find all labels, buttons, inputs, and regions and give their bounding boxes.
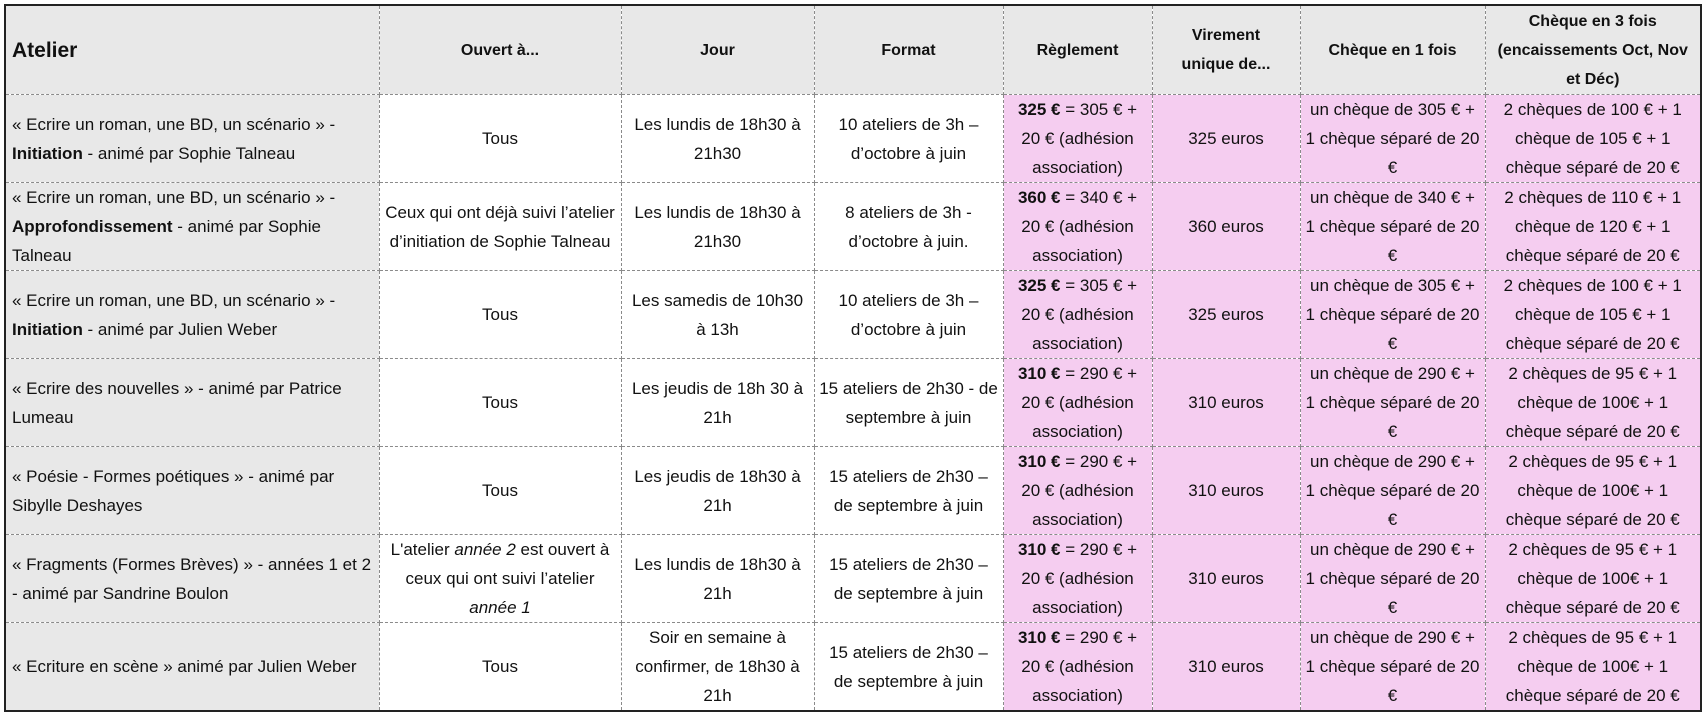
jour-cell: Les jeudis de 18h30 à 21h: [621, 447, 814, 535]
header-jour: Jour: [621, 5, 814, 95]
header-atelier: Atelier: [5, 5, 379, 95]
ouvert-cell: Tous: [379, 359, 621, 447]
header-ouvert: Ouvert à...: [379, 5, 621, 95]
atelier-level: Initiation: [12, 319, 83, 339]
reglement-cell: [1003, 623, 1152, 712]
header-virement: Virement unique de...: [1152, 5, 1300, 95]
table-row: [5, 183, 1701, 271]
ouvert-year: année 1: [469, 598, 531, 617]
reglement-detail: = 290 € + 20 € (adhésion association): [1021, 364, 1138, 441]
reglement-cell: [1003, 535, 1152, 623]
cheque-1-cell: un chèque de 305 € + 1 chèque séparé de 20 €: [1300, 271, 1485, 359]
cheque-1-cell: un chèque de 305 € + 1 chèque séparé de 20 €: [1300, 95, 1485, 183]
atelier-text: « Ecrire un roman, une BD, un scénario » -: [12, 114, 336, 134]
workshop-pricing-table: [4, 4, 1702, 712]
jour-cell: Soir en semaine à confirmer, de 18h30 à 21h: [621, 623, 814, 712]
reglement-total: 310 €: [1017, 540, 1061, 559]
reglement-detail: = 340 € + 20 € (adhésion association): [1021, 188, 1138, 265]
atelier-cell: « Fragments (Formes Brèves) » - années 1 et 2 - animé par Sandrine Boulon: [5, 535, 379, 623]
table-row: [5, 95, 1701, 183]
cheque-3-cell: 2 chèques de 95 € + 1 chèque de 100€ + 1 chèque séparé de 20 €: [1485, 535, 1701, 623]
format-cell: 15 ateliers de 2h30 – de septembre à juin: [814, 535, 1003, 623]
jour-cell: Les lundis de 18h30 à 21h: [621, 535, 814, 623]
reglement-total: 310 €: [1017, 452, 1061, 471]
cheque-3-cell: 2 chèques de 95 € + 1 chèque de 100€ + 1 chèque séparé de 20 €: [1485, 623, 1701, 712]
cheque-3-cell: 2 chèques de 95 € + 1 chèque de 100€ + 1 chèque séparé de 20 €: [1485, 447, 1701, 535]
atelier-cell: « Ecrire des nouvelles » - animé par Patrice Lumeau: [5, 359, 379, 447]
format-cell: 8 ateliers de 3h - d’octobre à juin.: [814, 183, 1003, 271]
atelier-cell: [5, 183, 379, 271]
reglement-cell: [1003, 359, 1152, 447]
atelier-cell: [5, 95, 379, 183]
reglement-cell: [1003, 271, 1152, 359]
reglement-total: 310 €: [1017, 628, 1061, 647]
cheque-1-cell: un chèque de 290 € + 1 chèque séparé de 20 €: [1300, 447, 1485, 535]
cheque-3-cell: 2 chèques de 100 € + 1 chèque de 105 € + 1 chèque séparé de 20 €: [1485, 95, 1701, 183]
jour-cell: Les lundis de 18h30 à 21h30: [621, 183, 814, 271]
header-cheque-3: Chèque en 3 fois (encaissements Oct, Nov et Déc): [1485, 5, 1701, 95]
atelier-level: Initiation: [12, 143, 83, 163]
atelier-text: - animé par Sophie Talneau: [12, 217, 321, 265]
virement-cell: 310 euros: [1152, 359, 1300, 447]
reglement-detail: = 290 € + 20 € (adhésion association): [1021, 452, 1138, 529]
format-cell: 10 ateliers de 3h – d’octobre à juin: [814, 271, 1003, 359]
atelier-text: - animé par Julien Weber: [82, 319, 278, 339]
format-cell: 15 ateliers de 2h30 – de septembre à juin: [814, 623, 1003, 712]
reglement-total: 310 €: [1017, 364, 1061, 383]
reglement-cell: [1003, 447, 1152, 535]
cheque-1-cell: un chèque de 290 € + 1 chèque séparé de 20 €: [1300, 359, 1485, 447]
reglement-total: 325 €: [1017, 276, 1061, 295]
virement-cell: 310 euros: [1152, 623, 1300, 712]
header-reglement: Règlement: [1003, 5, 1152, 95]
table-row: [5, 623, 1701, 712]
jour-cell: Les lundis de 18h30 à 21h30: [621, 95, 814, 183]
table-row: [5, 535, 1701, 623]
cheque-1-cell: un chèque de 290 € + 1 chèque séparé de 20 €: [1300, 535, 1485, 623]
table-row: [5, 359, 1701, 447]
ouvert-text: est ouvert à ceux qui ont suivi l’atelier: [405, 540, 610, 588]
ouvert-cell: Tous: [379, 95, 621, 183]
reglement-cell: [1003, 183, 1152, 271]
ouvert-year: année 2: [454, 540, 516, 559]
jour-cell: Les jeudis de 18h 30 à 21h: [621, 359, 814, 447]
reglement-detail: = 290 € + 20 € (adhésion association): [1021, 540, 1138, 617]
cheque-1-cell: un chèque de 290 € + 1 chèque séparé de 20 €: [1300, 623, 1485, 712]
reglement-detail: = 290 € + 20 € (adhésion association): [1021, 628, 1138, 705]
virement-cell: 310 euros: [1152, 447, 1300, 535]
ouvert-cell: Tous: [379, 447, 621, 535]
ouvert-cell: [379, 535, 621, 623]
reglement-total: 325 €: [1017, 100, 1061, 119]
header-row: [5, 5, 1701, 95]
format-cell: 15 ateliers de 2h30 - de septembre à juin: [814, 359, 1003, 447]
atelier-cell: « Ecriture en scène » animé par Julien Weber: [5, 623, 379, 712]
table-row: [5, 271, 1701, 359]
format-cell: 10 ateliers de 3h – d’octobre à juin: [814, 95, 1003, 183]
header-cheque-1: Chèque en 1 fois: [1300, 5, 1485, 95]
ouvert-cell: Ceux qui ont déjà suivi l’atelier d’initiation de Sophie Talneau: [379, 183, 621, 271]
virement-cell: 325 euros: [1152, 271, 1300, 359]
ouvert-cell: Tous: [379, 271, 621, 359]
virement-cell: 310 euros: [1152, 535, 1300, 623]
atelier-text: - animé par Sophie Talneau: [82, 143, 296, 163]
cheque-3-cell: 2 chèques de 95 € + 1 chèque de 100€ + 1 chèque séparé de 20 €: [1485, 359, 1701, 447]
virement-cell: 360 euros: [1152, 183, 1300, 271]
header-format: Format: [814, 5, 1003, 95]
ouvert-cell: Tous: [379, 623, 621, 712]
atelier-text: « Ecrire un roman, une BD, un scénario » -: [12, 188, 336, 207]
atelier-text: « Ecrire un roman, une BD, un scénario » -: [12, 290, 336, 310]
table-row: [5, 447, 1701, 535]
atelier-cell: [5, 271, 379, 359]
cheque-3-cell: 2 chèques de 110 € + 1 chèque de 120 € + 1 chèque séparé de 20 €: [1485, 183, 1701, 271]
reglement-total: 360 €: [1017, 188, 1061, 207]
atelier-level: Approfondissement: [12, 217, 173, 236]
reglement-detail: = 305 € + 20 € (adhésion association): [1021, 276, 1138, 353]
reglement-cell: [1003, 95, 1152, 183]
virement-cell: 325 euros: [1152, 95, 1300, 183]
cheque-3-cell: 2 chèques de 100 € + 1 chèque de 105 € + 1 chèque séparé de 20 €: [1485, 271, 1701, 359]
cheque-1-cell: un chèque de 340 € + 1 chèque séparé de 20 €: [1300, 183, 1485, 271]
jour-cell: Les samedis de 10h30 à 13h: [621, 271, 814, 359]
ouvert-text: L'atelier: [390, 540, 455, 559]
reglement-detail: = 305 € + 20 € (adhésion association): [1021, 100, 1138, 177]
format-cell: 15 ateliers de 2h30 – de septembre à juin: [814, 447, 1003, 535]
atelier-cell: « Poésie - Formes poétiques » - animé par Sibylle Deshayes: [5, 447, 379, 535]
workshop-table-container: [4, 4, 1702, 712]
